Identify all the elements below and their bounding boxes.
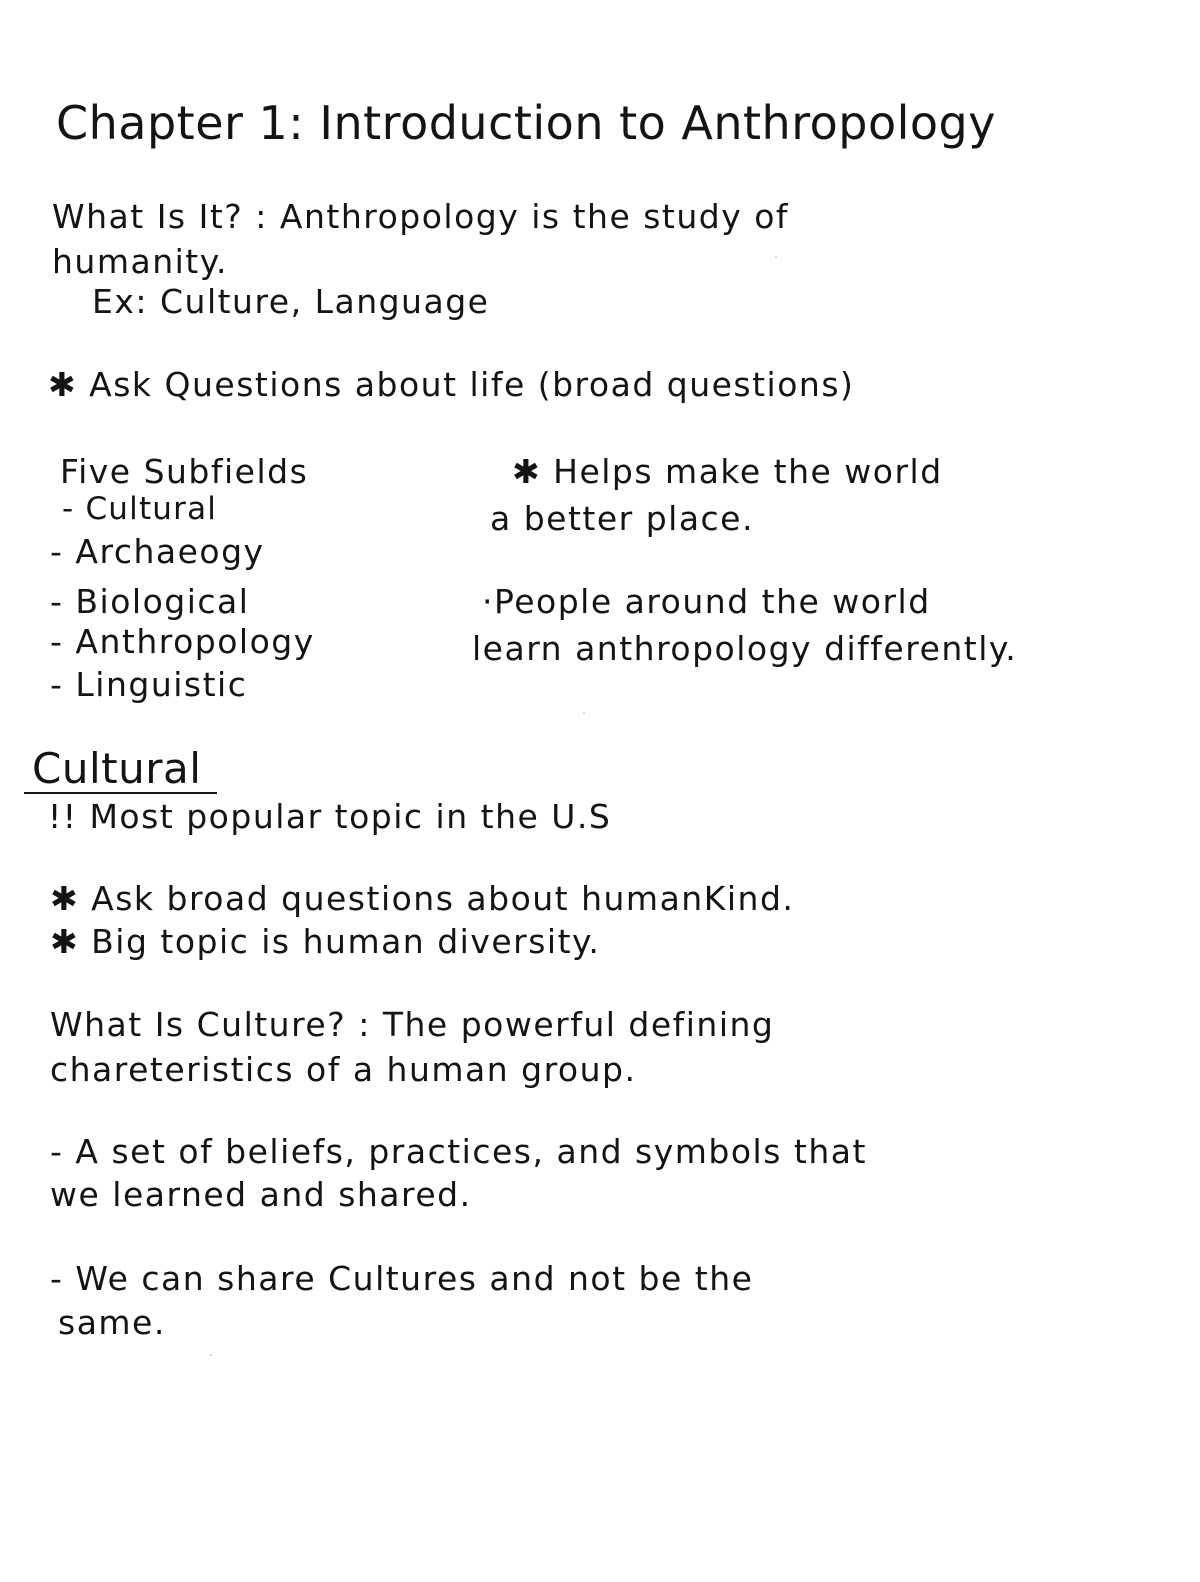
subfield-item: - Archaeogy bbox=[50, 532, 265, 571]
helps-world-line-2: a better place. bbox=[490, 499, 754, 538]
intro-definition-line-2: humanity. bbox=[52, 242, 229, 281]
subfields-heading: Five Subfields bbox=[60, 452, 309, 491]
beliefs-line-2: we learned and shared. bbox=[50, 1175, 472, 1214]
paper-speck bbox=[583, 712, 585, 714]
cultural-heading: Cultural bbox=[24, 748, 217, 794]
share-cultures-line-2: same. bbox=[58, 1303, 166, 1342]
culture-definition-line-2: chareteristics of a human group. bbox=[50, 1050, 637, 1089]
paper-speck bbox=[210, 1354, 212, 1356]
people-world-line-1: ·People around the world bbox=[482, 582, 931, 621]
big-topic-note: ✱ Big topic is human diversity. bbox=[50, 922, 601, 961]
subfield-item: - Anthropology bbox=[50, 622, 315, 661]
intro-definition-line-1: What Is It? : Anthropology is the study of bbox=[52, 197, 790, 236]
culture-definition-line-1: What Is Culture? : The powerful defining bbox=[50, 1005, 775, 1044]
subfield-item: - Linguistic bbox=[50, 665, 248, 704]
subfield-item: - Biological bbox=[50, 582, 250, 621]
share-cultures-line-1: - We can share Cultures and not be the bbox=[50, 1259, 754, 1298]
popular-topic-note: !! Most popular topic in the U.S bbox=[48, 797, 612, 836]
page-title: Chapter 1: Introduction to Anthropology bbox=[56, 96, 996, 150]
people-world-line-2: learn anthropology differently. bbox=[472, 629, 1018, 668]
beliefs-line-1: - A set of beliefs, practices, and symbols that bbox=[50, 1132, 867, 1171]
intro-example: Ex: Culture, Language bbox=[92, 282, 490, 321]
subfield-item: - Cultural bbox=[62, 491, 218, 527]
ask-broad-questions-note: ✱ Ask broad questions about humanKind. bbox=[50, 879, 795, 918]
paper-speck bbox=[775, 256, 777, 258]
helps-world-line-1: ✱ Helps make the world bbox=[512, 452, 943, 491]
ask-questions-note: ✱ Ask Questions about life (broad questions) bbox=[48, 365, 855, 404]
